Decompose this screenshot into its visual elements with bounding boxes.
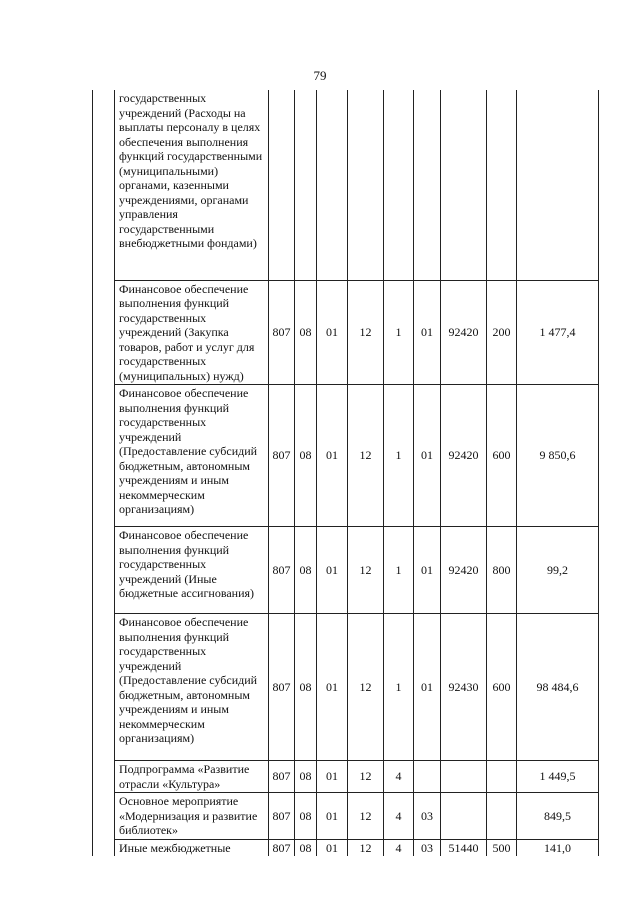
row-code-c3: 01 [317,614,348,761]
table-row [93,527,599,614]
row-amount [517,90,599,280]
row-name: Иные межбюджетные [115,839,269,856]
row-code-c8 [487,793,517,840]
row-amount: 98 484,6 [517,614,599,761]
row-index-cell [93,527,115,614]
row-index-cell [93,614,115,761]
row-name: Основное мероприятие «Модернизация и развитие библиотек» [115,793,269,840]
row-amount: 1 449,5 [517,761,599,793]
row-code-c5: 4 [384,761,414,793]
row-code-c5: 1 [384,614,414,761]
row-code-c8: 600 [487,385,517,527]
row-code-c5 [384,90,414,280]
row-code-c3: 01 [317,527,348,614]
row-name: Финансовое обеспечение выполнения функций государственных учреждений (Иные бюджетные ассигнования) [115,527,269,614]
row-index-cell [93,793,115,840]
row-code-c8: 200 [487,280,517,385]
row-code-c4: 12 [348,385,384,527]
row-code-c7 [441,761,487,793]
row-code-c4: 12 [348,793,384,840]
row-code-c6 [414,761,441,793]
row-code-c2: 08 [295,280,317,385]
row-index-cell [93,280,115,385]
row-code-c4: 12 [348,527,384,614]
table-row [93,280,599,385]
row-code-c4: 12 [348,280,384,385]
row-code-c8: 500 [487,839,517,856]
row-code-c8 [487,761,517,793]
row-code-c8: 600 [487,614,517,761]
row-index-cell [93,839,115,856]
row-name: Финансовое обеспечение выполнения функций государственных учреждений (Закупка товаров, работ и услуг для государственных (муниципальных) нужд) [115,280,269,385]
row-name: Финансовое обеспечение выполнения функций государственных учреждений (Предоставление субсидий бюджетным, автономным учреждениям и иным некоммерческим организациям) [115,385,269,527]
row-code-c3 [317,90,348,280]
row-code-c6: 01 [414,385,441,527]
row-index-cell [93,385,115,527]
row-code-c6: 01 [414,280,441,385]
page-number: 79 [313,68,327,83]
row-code-c7: 51440 [441,839,487,856]
row-code-c8: 800 [487,527,517,614]
row-index-cell [93,90,115,280]
row-code-c1: 807 [269,793,295,840]
row-code-c5: 4 [384,839,414,856]
row-code-c2: 08 [295,761,317,793]
row-code-c2: 08 [295,839,317,856]
row-code-c4 [348,90,384,280]
row-code-c1: 807 [269,614,295,761]
row-amount: 849,5 [517,793,599,840]
row-code-c2: 08 [295,793,317,840]
row-name: государственных учреждений (Расходы на выплаты персоналу в целях обеспечения выполнения функций государственными (муниципальными) органами, казенными учреждениями, органами управления государственными внебюджетными фондами) [115,90,269,280]
row-code-c8 [487,90,517,280]
row-code-c5: 1 [384,527,414,614]
row-code-c2 [295,90,317,280]
row-code-c3: 01 [317,793,348,840]
row-code-c6: 03 [414,793,441,840]
row-amount: 9 850,6 [517,385,599,527]
row-index-cell [93,761,115,793]
row-code-c1: 807 [269,280,295,385]
row-amount: 1 477,4 [517,280,599,385]
table-row [93,793,599,840]
row-code-c4: 12 [348,839,384,856]
row-code-c1: 807 [269,527,295,614]
row-code-c6: 01 [414,527,441,614]
row-code-c2: 08 [295,385,317,527]
row-code-c3: 01 [317,839,348,856]
row-code-c7: 92420 [441,385,487,527]
row-code-c1 [269,90,295,280]
row-code-c7: 92420 [441,280,487,385]
row-code-c3: 01 [317,385,348,527]
row-code-c4: 12 [348,614,384,761]
row-amount: 141,0 [517,839,599,856]
row-code-c6: 01 [414,614,441,761]
row-name: Подпрограмма «Развитие отрасли «Культура» [115,761,269,793]
row-code-c7 [441,793,487,840]
row-name: Финансовое обеспечение выполнения функций государственных учреждений (Предоставление субсидий бюджетным, автономным учреждениям и иным некоммерческим организациям) [115,614,269,761]
row-code-c3: 01 [317,761,348,793]
table-row [93,385,599,527]
row-code-c6: 03 [414,839,441,856]
row-code-c1: 807 [269,385,295,527]
row-amount: 99,2 [517,527,599,614]
row-code-c5: 1 [384,280,414,385]
row-code-c4: 12 [348,761,384,793]
row-code-c7: 92430 [441,614,487,761]
row-code-c3: 01 [317,280,348,385]
row-code-c2: 08 [295,614,317,761]
budget-table [92,90,599,856]
row-code-c1: 807 [269,839,295,856]
row-code-c1: 807 [269,761,295,793]
table-row [93,761,599,793]
row-code-c7 [441,90,487,280]
row-code-c7: 92420 [441,527,487,614]
row-code-c2: 08 [295,527,317,614]
table-row [93,614,599,761]
row-code-c5: 1 [384,385,414,527]
table-row [93,90,599,280]
row-code-c6 [414,90,441,280]
table-row [93,839,599,856]
row-code-c5: 4 [384,793,414,840]
